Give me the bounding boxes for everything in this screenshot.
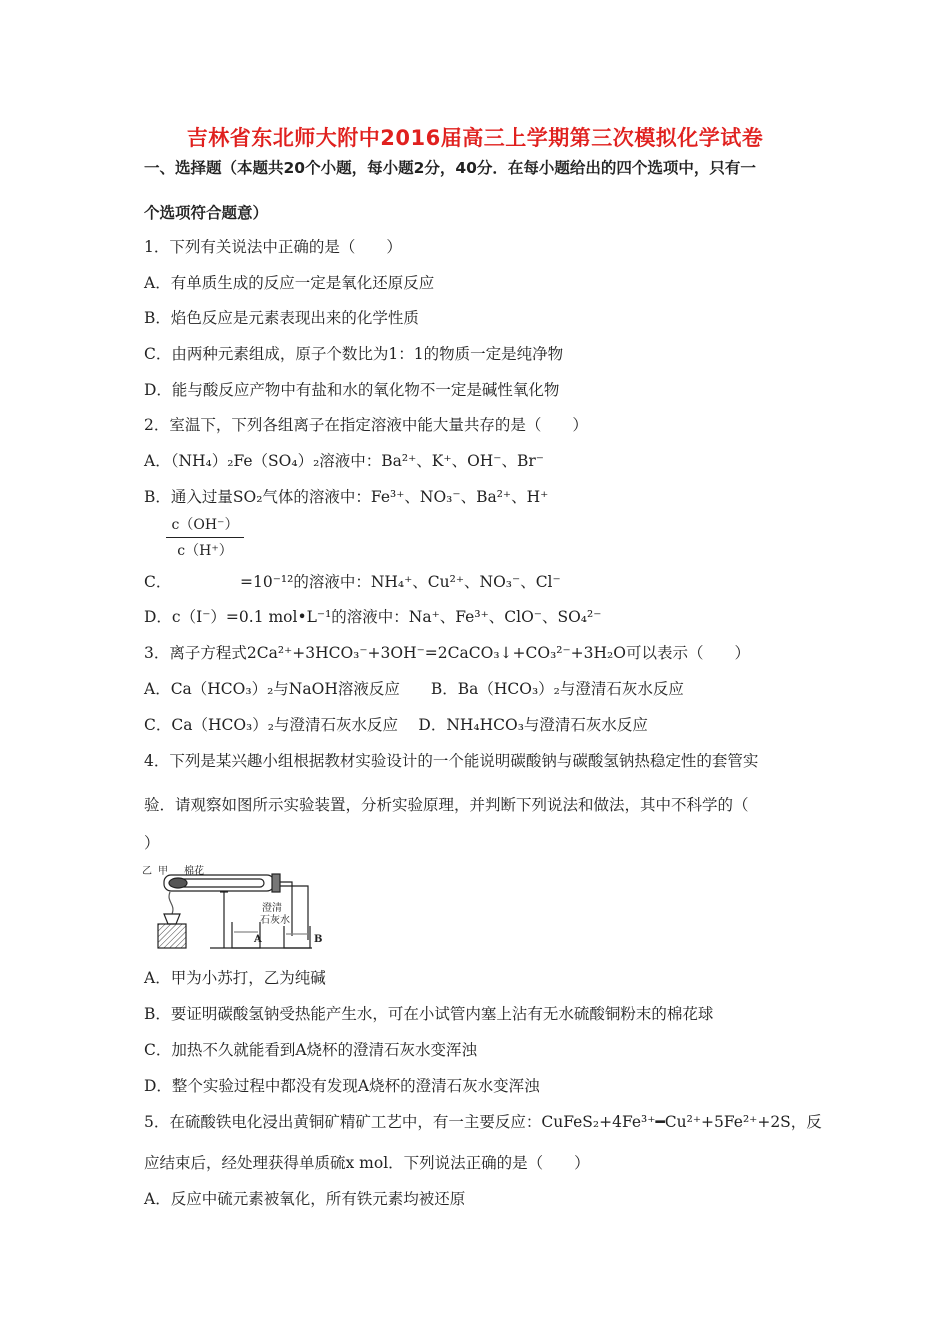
apparatus-figure xyxy=(142,862,332,958)
flame xyxy=(169,892,173,914)
q1-stem: 1．下列有关说法中正确的是（ ） xyxy=(144,238,402,256)
section-heading: 一、选择题（本题共20个小题，每小题2分，40分．在每小题给出的四个选项中，只有一 xyxy=(144,159,756,177)
q5-stem: 5．在硫酸铁电化浸出黄铜矿精矿工艺中，有一主要反应：CuFeS₂+4Fe³⁺━Cu²⁺+5Fe²⁺+2S，反 xyxy=(144,1113,822,1131)
burner-block xyxy=(158,924,186,948)
stopper xyxy=(272,874,280,892)
q4-option-b: B．要证明碳酸氢钠受热能产生水，可在小试管内塞上沾有无水硫酸铜粉末的棉花球 xyxy=(144,1005,714,1023)
q3-options-cd: C．Ca（HCO₃）₂与澄清石灰水反应 D．NH₄HCO₃与澄清石灰水反应 xyxy=(144,716,648,734)
label-beaker-b: B xyxy=(314,934,323,945)
q4-option-d: D．整个实验过程中都没有发现A烧杯的澄清石灰水变浑浊 xyxy=(144,1077,540,1095)
q1-option-c: C．由两种元素组成，原子个数比为1：1的物质一定是纯净物 xyxy=(144,345,564,363)
q4-stem-cont: 验．请观察如图所示实验装置，分析实验原理，并判断下列说法和做法，其中不科学的（ xyxy=(144,796,749,814)
q2-option-b: B．通入过量SO₂气体的溶液中：Fe³⁺、NO₃⁻、Ba²⁺、H⁺ xyxy=(144,488,549,506)
label-lime-2: 石灰水 xyxy=(260,915,290,926)
beaker-b xyxy=(284,926,310,948)
q4-option-c: C．加热不久就能看到A烧杯的澄清石灰水变浑浊 xyxy=(144,1041,478,1059)
solid-sample xyxy=(169,878,187,888)
q2-option-d: D．c（I⁻）=0.1 mol•L⁻¹的溶液中：Na⁺、Fe³⁺、ClO⁻、SO₄²⁻ xyxy=(144,608,602,626)
q2-c-fraction xyxy=(166,514,244,560)
label-lime-1: 澄清 xyxy=(262,903,282,914)
q4-stem-end: ） xyxy=(144,834,160,852)
label-jia: 甲 xyxy=(158,866,168,877)
q2-option-c: =10⁻¹²的溶液中：NH₄⁺、Cu²⁺、NO₃⁻、Cl⁻ xyxy=(240,573,561,591)
q2-option-a: A．（NH₄）₂Fe（SO₄）₂溶液中：Ba²⁺、K⁺、OH⁻、Br⁻ xyxy=(144,452,544,470)
section-heading-cont: 个选项符合题意） xyxy=(144,204,269,222)
q4-stem: 4．下列是某兴趣小组根据教材实验设计的一个能说明碳酸钠与碳酸氢钠热稳定性的套管实 xyxy=(144,752,759,770)
burner xyxy=(164,914,180,924)
label-cotton: 棉花 xyxy=(184,866,204,877)
fraction-denominator: c（H⁺） xyxy=(177,543,233,559)
q5-stem-cont: 应结束后，经处理获得单质硫x mol．下列说法正确的是（ ） xyxy=(144,1154,590,1172)
q1-option-a: A．有单质生成的反应一定是氧化还原反应 xyxy=(144,274,435,292)
q2-option-c-label: C． xyxy=(144,573,172,591)
label-beaker-a: A xyxy=(254,934,262,945)
page-title: 吉林省东北师大附中2016届高三上学期第三次模拟化学试卷 xyxy=(186,126,764,150)
q1-option-d: D．能与酸反应产物中有盐和水的氧化物不一定是碱性氧化物 xyxy=(144,381,560,399)
fraction-numerator: c（OH⁻） xyxy=(166,514,244,538)
label-yi: 乙 xyxy=(142,866,152,877)
q1-option-b: B．焰色反应是元素表现出来的化学性质 xyxy=(144,309,419,327)
q5-option-a: A．反应中硫元素被氧化，所有铁元素均被还原 xyxy=(144,1190,466,1208)
q3-options-ab: A．Ca（HCO₃）₂与NaOH溶液反应 B．Ba（HCO₃）₂与澄清石灰水反应 xyxy=(144,680,684,698)
q2-stem: 2．室温下，下列各组离子在指定溶液中能大量共存的是（ ） xyxy=(144,416,588,434)
q4-option-a: A．甲为小苏打，乙为纯碱 xyxy=(144,969,326,987)
q3-stem: 3．离子方程式2Ca²⁺+3HCO₃⁻+3OH⁻=2CaCO₃↓+CO₃²⁻+3H₂O可以表示（ ） xyxy=(144,644,750,662)
